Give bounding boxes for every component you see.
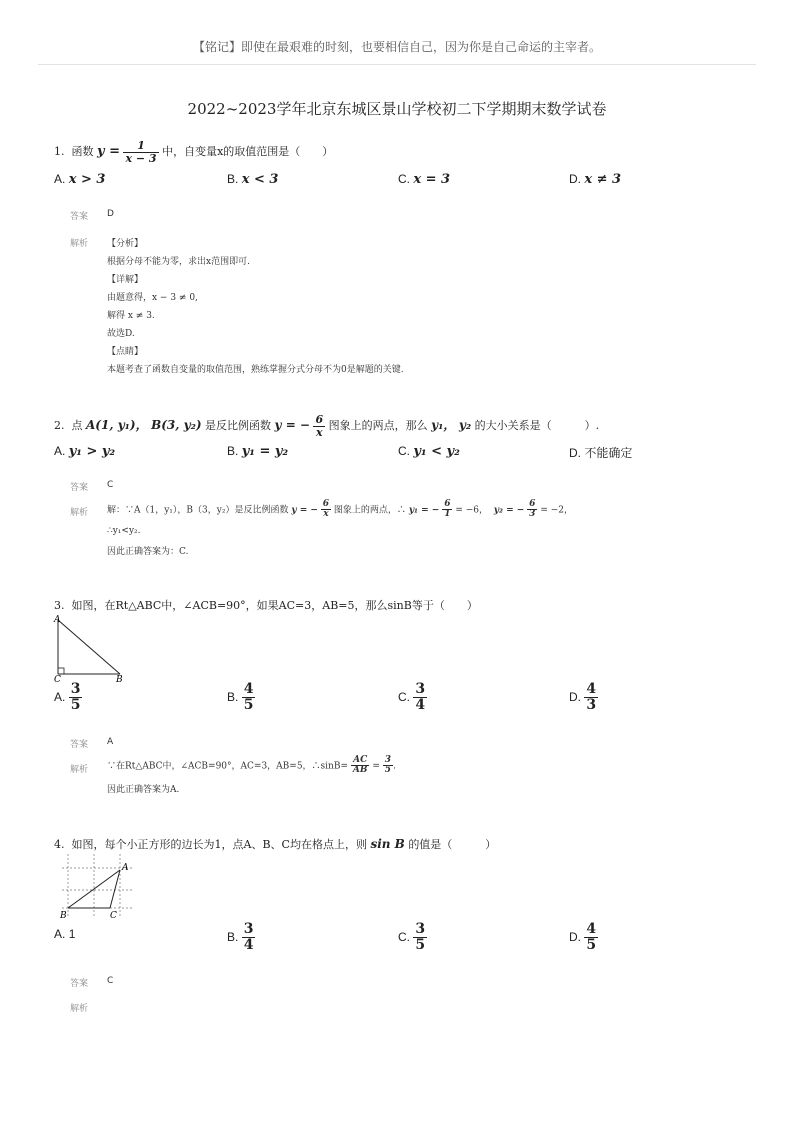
q3-option-b[interactable]: B. $\frac{4}{5}$ (227, 681, 254, 713)
q3-triangle-figure (50, 612, 130, 684)
q4-answer-value: C (107, 976, 114, 986)
q2-option-c[interactable]: C. y₁ < y₂ (398, 444, 460, 459)
q1-analysis-line: 故选D. (107, 329, 135, 339)
q4-option-d[interactable]: D. $\frac{4}{5}$ (569, 921, 597, 953)
q1-fraction: $\frac{1}{x - 3}$ (125, 139, 157, 165)
q3-analysis-line: ∵在Rt△ABC中，∠ACB=90°，AC=3，AB=5，∴sinB= $\frac{AC}{AB}$ = $\frac{3}{5}$ . (107, 755, 396, 776)
q1-text-post: 中，自变量x的取值范围是（ ） (162, 145, 334, 159)
q1-analysis-line: 解得 x ≠ 3. (107, 311, 155, 321)
q3-answer-label: 答案 (70, 740, 89, 750)
q4-grid-figure (52, 852, 136, 922)
q2-fraction: $\frac{6}{x}$ (315, 413, 324, 439)
q3-analysis-line: 因此正确答案为A. (107, 785, 180, 795)
q1-analysis-line: 【点睛】 (107, 347, 144, 357)
q1-text-pre: 函数 (71, 145, 94, 159)
q1-answer-label: 答案 (70, 212, 89, 222)
q1-option-b[interactable]: B. x < 3 (227, 172, 279, 187)
q2-analysis-line: 因此正确答案为：C. (107, 547, 189, 557)
q4-analysis-label: 解析 (70, 1004, 89, 1014)
q1-analysis-line: 本题考查了函数自变量的取值范围，熟练掌握分式分母不为0是解题的关键. (107, 365, 404, 375)
q1-analysis-line: 【详解】 (107, 275, 144, 285)
q1-stem (54, 140, 333, 164)
q1-answer-value: D (107, 209, 114, 219)
q1-option-d[interactable]: D. x ≠ 3 (569, 172, 622, 187)
q3-label-b: B (116, 675, 123, 684)
q2-point-a: A(1, y₁)， (86, 418, 148, 433)
q2-analysis-line: 解：∵A（1，y₁），B（3，y₂）是反比例函数 y = − $\frac{6}{x}$ 图象上的两点，∴ y₁ = − $\frac{6}{1}$ = −6， y₂ = − $\frac{6}{3}$ = −2， (107, 499, 573, 520)
q3-option-a[interactable]: A. $\frac{3}{5}$ (54, 681, 81, 713)
q3-stem: 3. 如图，在Rt△ABC中，∠ACB=90°，如果AC=3，AB=5，那么sinB等于（ ） (54, 599, 478, 612)
q2-option-b[interactable]: B. y₁ = y₂ (227, 444, 289, 459)
q2-answer-value: C (107, 480, 114, 490)
q4-option-a[interactable]: A. 1 (54, 927, 76, 941)
q4-option-c[interactable]: C. $\frac{3}{5}$ (398, 921, 426, 953)
q1-option-c[interactable]: C. x = 3 (398, 172, 451, 187)
q3-label-a: A (54, 615, 61, 625)
motto: 【铭记】即使在最艰难的时刻，也要相信自己，因为你是自己命运的主宰者。 (192, 40, 601, 54)
q4-label-c: C (110, 911, 117, 921)
q3-label-c: C (54, 675, 61, 684)
q4-answer-label: 答案 (70, 979, 89, 989)
q1-analysis-line: 由题意得，x − 3 ≠ 0, (107, 293, 198, 303)
q4-option-b[interactable]: B. $\frac{3}{4}$ (227, 921, 254, 953)
q3-analysis-label: 解析 (70, 765, 89, 775)
q2-point-b: B(3, y₂) (151, 418, 202, 433)
q4-label-b: B (60, 911, 67, 921)
q3-answer-value: A (107, 737, 114, 747)
q4-label-a: A (122, 863, 129, 873)
q2-option-a[interactable]: A. y₁ > y₂ (54, 444, 116, 459)
q1-option-a[interactable]: A. x > 3 (54, 172, 106, 187)
q1-analysis-line: 根据分母不能为零，求出x范围即可. (107, 257, 250, 267)
q2-analysis-label: 解析 (70, 508, 89, 518)
q2-answer-label: 答案 (70, 483, 89, 493)
q3-option-d[interactable]: D. $\frac{4}{3}$ (569, 681, 597, 713)
header-divider (38, 64, 756, 65)
q2-analysis-line: ∴y₁<y₂. (107, 526, 141, 536)
q1-number: 1. (54, 145, 65, 159)
q1-analysis-label: 解析 (70, 239, 89, 249)
q2-stem: 2. 点 A(1, y₁)， B(3, y₂) 是反比例函数 y = − $\frac{6}{x}$ 图象上的两点，那么 y₁， y₂ 的大小关系是（ ）. (54, 413, 600, 439)
page-title: 2022~2023学年北京东城区景山学校初二下学期期末数学试卷 (187, 100, 607, 118)
q1-analysis-line: 【分析】 (107, 239, 144, 249)
q2-option-d[interactable]: D. 不能确定 (569, 446, 633, 460)
q3-option-c[interactable]: C. $\frac{3}{4}$ (398, 681, 426, 713)
q1-formula-lhs: y = (97, 144, 120, 160)
q4-stem: 4. 如图，每个小正方形的边长为1，点A、B、C均在格点上，则 sin B 的值是（ ） (54, 837, 497, 851)
